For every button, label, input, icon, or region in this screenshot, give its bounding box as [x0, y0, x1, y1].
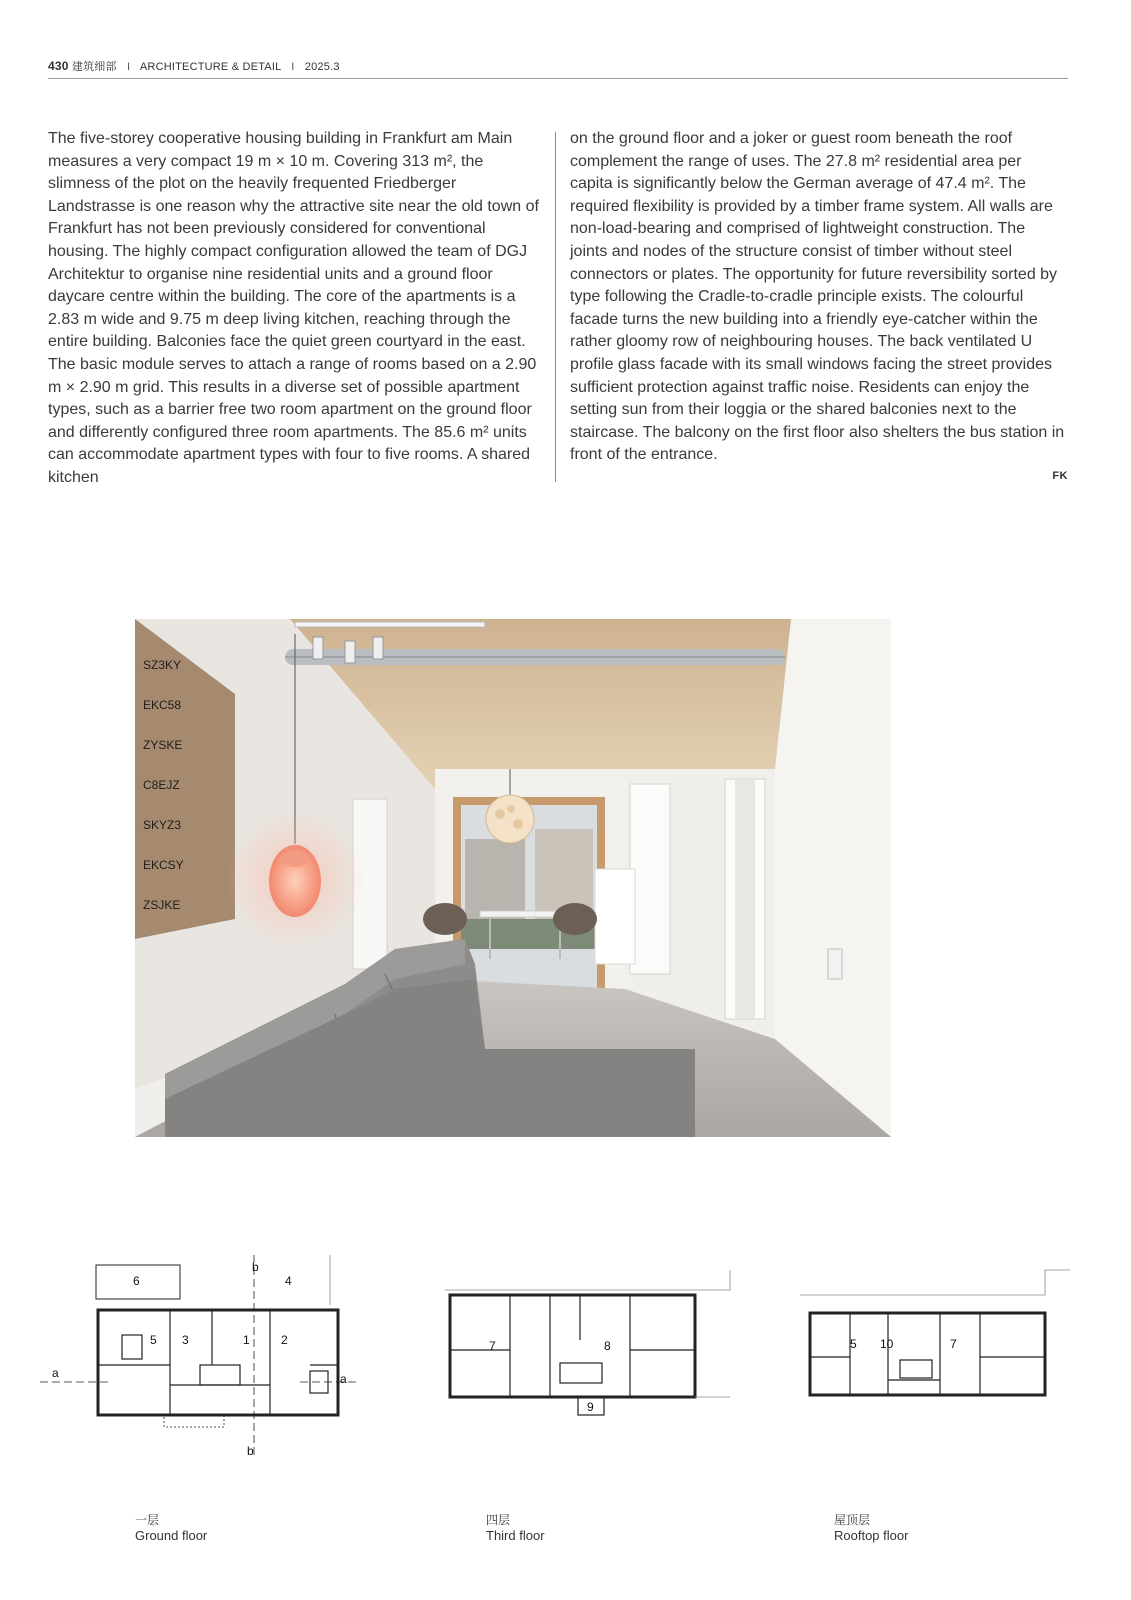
header-separator: I — [291, 61, 295, 73]
svg-text:ZYSKE: ZYSKE — [143, 738, 183, 752]
article-text-left: The five-storey cooperative housing building in Frankfurt am Main measures a very compact 19 m × 10 m. Covering 313 m², the slimness of the plot on the heavily frequented Friedberger Landstrasse is one reason why the attractive site near the old town of Frankfurt has not been previously considered for conventional housing. The highly compact configuration allowed the team of DGJ Architektur to organise nine residential units and a ground floor daycare centre within the building. The core of the apartments is a 2.83 m wide and 9.75 m deep living kitchen, reaching through the entire building. Balconies face the quiet green courtyard in the east. The basic module serves to attach a range of rooms based on a 2.90 m × 2.90 m grid. This results in a diverse set of possible apartment types, such as a barrier free two room apartment on the ground floor and differently configured three room apartments. The 85.6 m² units can accommodate apartment types with four to five rooms. A shared kitchen — [48, 130, 539, 486]
plan-label: 6 — [133, 1274, 140, 1288]
plan-label: a — [52, 1366, 59, 1380]
issue-number: 2025.3 — [304, 61, 340, 73]
caption-en: Third floor — [486, 1528, 545, 1543]
svg-text:SKYZ3: SKYZ3 — [143, 818, 182, 832]
dining-chair-icon — [553, 903, 597, 935]
header-rule — [48, 78, 1068, 79]
track-spotlight-icon — [295, 622, 485, 627]
journal-title-cn: 建筑细部 — [71, 61, 117, 73]
svg-text:ZSJKE: ZSJKE — [143, 898, 181, 912]
journal-title-en: ARCHITECTURE & DETAIL — [139, 61, 281, 73]
caption-third-floor — [486, 1512, 545, 1544]
plan-label: 5 — [150, 1333, 157, 1347]
third-floor-plan — [445, 1270, 730, 1415]
caption-ground-floor — [135, 1512, 207, 1544]
article-text-right: on the ground floor and a joker or guest room beneath the roof complement the range of uses. The 27.8 m² residential area per capita is significantly below the German average of 47.4 m². The required flexibility is provided by a timber frame system. All walls are non-load-bearing and comprised of lightweight construction. The joints and nodes of the structure consist of timber without steel connectors or plates. The opportunity for future reversibility sorted by type following the Cradle-to-cradle principle exists. The colourful facade turns the new building into a friendly eye-catcher within the rather gloomy row of neighbouring houses. The back ventilated U profile glass facade with its small windows facing the street provides sufficient protection against traffic noise. Residents can enjoy the setting sun from their loggia or the shared balconies next to the staircase. The balcony on the first floor also shelters the bus station in front of the entrance. — [570, 130, 1065, 464]
plan-label: 8 — [604, 1339, 611, 1353]
caption-cn: 四层 — [486, 1513, 511, 1527]
interior-photo — [135, 619, 891, 1137]
caption-cn: 屋顶层 — [834, 1513, 871, 1527]
svg-text:EKC58: EKC58 — [143, 698, 182, 712]
plan-label: 9 — [587, 1400, 594, 1414]
caption-cn: 一层 — [135, 1513, 160, 1527]
plan-label: b — [252, 1260, 259, 1274]
plan-label: b — [247, 1444, 254, 1455]
caption-en: Rooftop floor — [834, 1528, 909, 1543]
plan-label: 7 — [489, 1339, 496, 1353]
article-left-column — [48, 128, 543, 490]
floor-plans — [40, 1255, 1100, 1455]
ground-floor-plan — [40, 1255, 360, 1455]
plan-label: 5 — [850, 1337, 857, 1351]
chandelier-icon — [486, 795, 534, 843]
svg-text:EKCSY: EKCSY — [143, 858, 184, 872]
plan-label: 4 — [285, 1274, 292, 1288]
plan-label: 10 — [880, 1337, 894, 1351]
plan-label: 1 — [243, 1333, 250, 1347]
header-separator: I — [126, 61, 131, 73]
dining-chair-icon — [423, 903, 467, 935]
plan-label: 3 — [182, 1333, 189, 1347]
caption-en: Ground floor — [135, 1528, 208, 1543]
author-initials: FK — [1052, 470, 1068, 482]
svg-text:C8EJZ: C8EJZ — [143, 778, 180, 792]
plan-label: a — [340, 1372, 347, 1386]
page-header — [48, 58, 1068, 78]
plan-label: 7 — [950, 1337, 957, 1351]
plan-label: 2 — [281, 1333, 288, 1347]
svg-text:SZ3KY: SZ3KY — [143, 658, 182, 672]
article-right-column — [570, 128, 1065, 467]
caption-rooftop-floor — [834, 1512, 908, 1544]
rooftop-floor-plan — [800, 1270, 1070, 1395]
floor-plans-drawing — [40, 1255, 1100, 1455]
page-number: 430 — [48, 59, 69, 73]
column-divider — [555, 132, 556, 482]
interior-photo-illustration — [135, 619, 891, 1137]
